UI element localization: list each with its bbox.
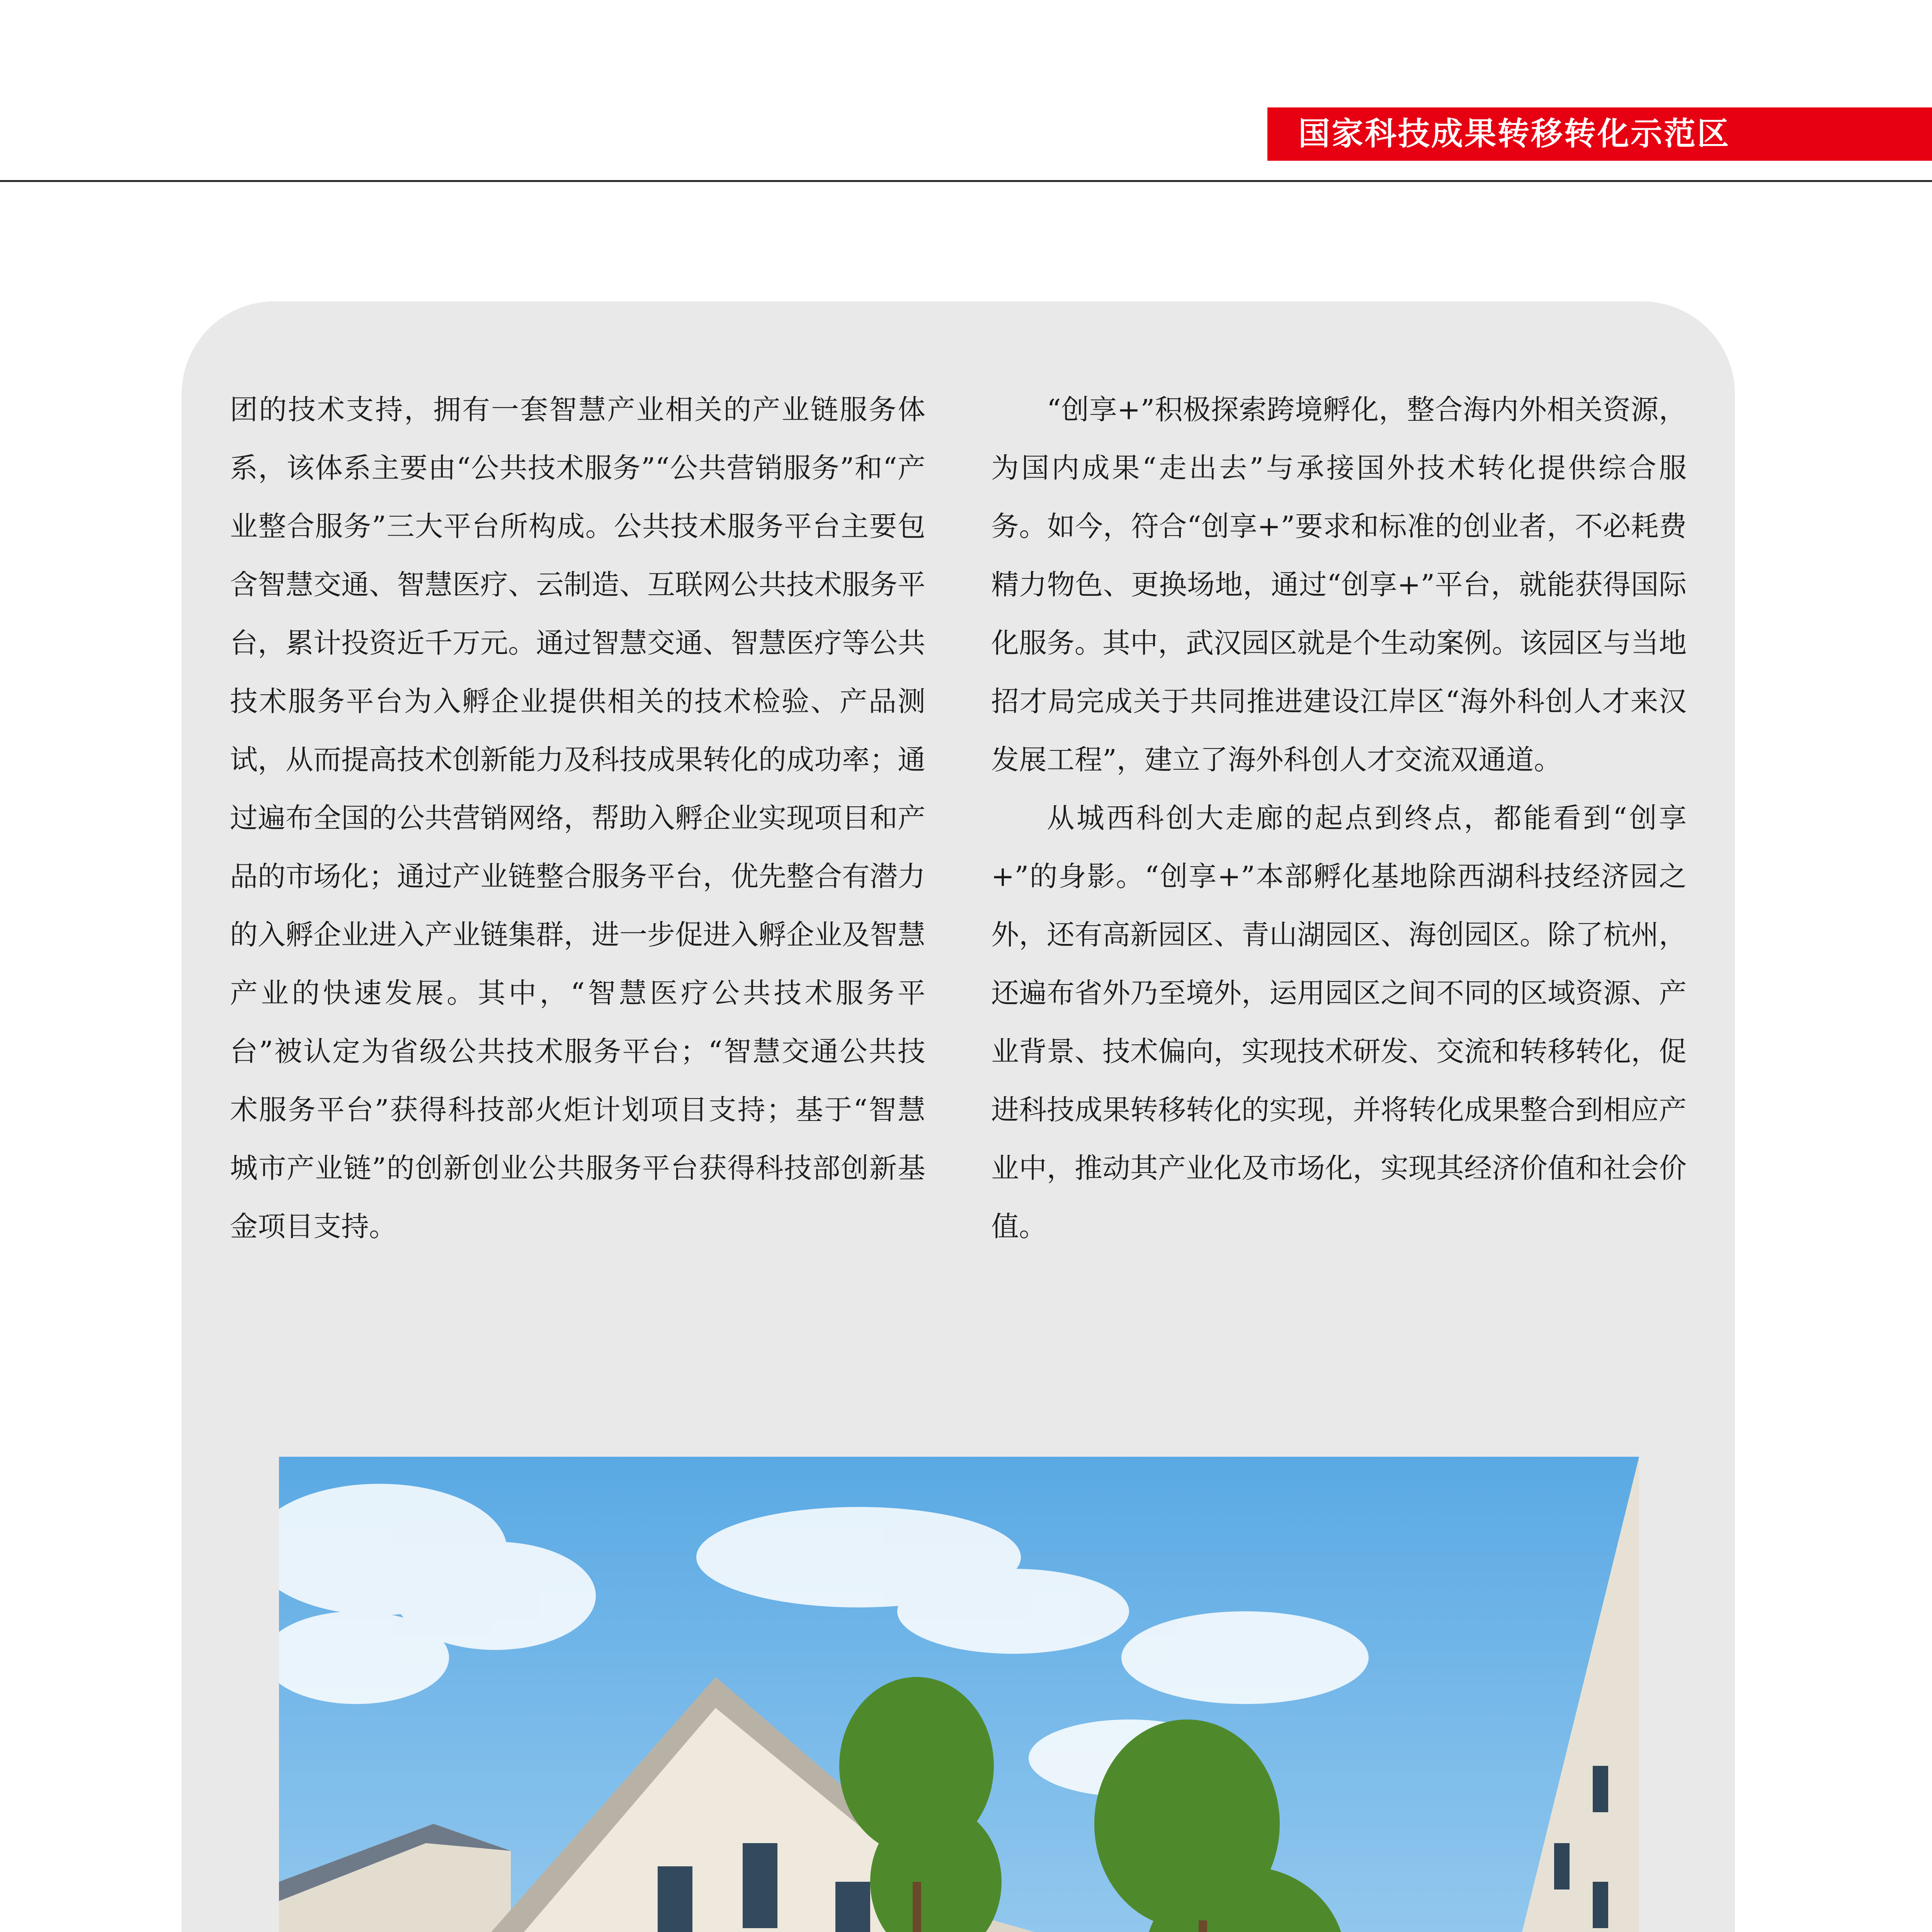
section-title-banner: 国家科技成果转移转化示范区 (1267, 107, 1932, 161)
left-paragraph-1: 团的技术支持，拥有一套智慧产业相关的产业链服务体系，该体系主要由“公共技术服务”“公共营销服务”和“产业整合服务”三大平台所构成。公共技术服务平台主要包含智慧交通、智慧医疗、云制造、互联网公共技术服务平台，累计投资近千万元。通过智慧交通、智慧医疗等公共技术服务平台为入孵企业提供相关的技术检验、产品测试，从而提高技术创新能力及科技成果转化的成功率；通过遍布全国的公共营销网络，帮助入孵企业实现项目和产品的市场化；通过产业链整合服务平台，优先整合有潜力的入孵企业进入产业链集群，进一步促进入孵企业及智慧产业的快速发展。其中，“智慧医疗公共技术服务平台”被认定为省级公共技术服务平台；“智慧交通公共技术服务平台”获得科技部火炬计划项目支持；基于“智慧城市产业链”的创新创业公共服务平台获得科技部创新基金项目支持。 (230, 393, 926, 1243)
article-right-column (991, 381, 1687, 1256)
right-paragraph-2: 从城西科创大走廊的起点到终点，都能看到“创享+”的身影。“创享+”本部孵化基地除西湖科技经济园之外，还有高新园区、青山湖园区、海创园区。除了杭州，还遍布省外乃至境外，运用园区之间不同的区域资源、产业背景、技术偏向，实现技术研发、交流和转移转化，促进科技成果转移转化的实现，并将转化成果整合到相应产业中，推动其产业化及市场化，实现其经济价值和社会价值。 (991, 802, 1687, 1243)
campus-photo (279, 1457, 1639, 1932)
article-left-column (230, 381, 925, 1256)
header-rule (0, 180, 1932, 182)
campus-photo-illustration (279, 1457, 1639, 1932)
right-paragraph-1: “创享+”积极探索跨境孵化，整合海内外相关资源，为国内成果“走出去”与承接国外技术转化提供综合服务。如今，符合“创享+”要求和标准的创业者，不必耗费精力物色、更换场地，通过“创享+”平台，就能获得国际化服务。其中，武汉园区就是个生动案例。该园区与当地招才局完成关于共同推进建设江岸区“海外科创人才来汉发展工程”，建立了海外科创人才交流双通道。 (991, 393, 1687, 776)
